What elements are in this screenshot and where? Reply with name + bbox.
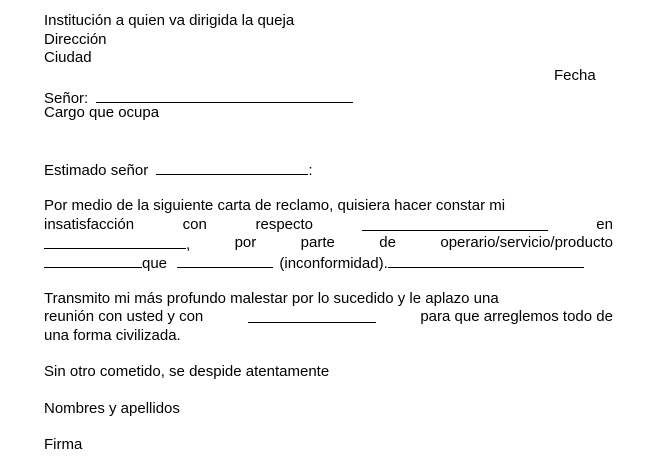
p1-word-respecto: respecto — [255, 216, 314, 233]
p1-word-de: de — [379, 234, 396, 251]
p1-line4-period: . — [383, 255, 388, 272]
p1-word-parte: parte — [300, 234, 335, 251]
paragraph2-line1 — [44, 290, 613, 308]
paragraph1-line2 — [44, 216, 613, 234]
p2-line1-text: Transmito mi más profundo malestar por lo sucedido y le aplazo una — [44, 290, 499, 307]
address-line: Dirección — [44, 31, 107, 48]
greeting-line — [44, 160, 313, 178]
signature-line: Firma — [44, 436, 83, 453]
greeting-colon: : — [308, 162, 313, 179]
p2-line2-tail: para que arreglemos todo de — [420, 308, 613, 325]
paragraph1-line3 — [44, 234, 613, 252]
paragraph2-line3: una forma civilizada. — [44, 327, 181, 344]
city-line: Ciudad — [44, 49, 92, 66]
names-line: Nombres y apellidos — [44, 400, 180, 417]
p1-word-operario: operario/servicio/producto — [440, 234, 613, 251]
p1-word-inconformidad: (inconformidad) — [279, 255, 384, 272]
greeting-text: Estimado señor — [44, 162, 149, 179]
date-line: Fecha — [554, 67, 596, 84]
p1-line4-blank2 — [177, 253, 273, 268]
farewell-line: Sin otro cometido, se despide atentamente — [44, 363, 330, 380]
p1-line4-blank3 — [388, 253, 584, 268]
greeting-blank — [156, 160, 308, 175]
p1-line4-blank1 — [44, 253, 142, 268]
p1-line3-blank — [44, 234, 186, 249]
position-line: Cargo que ocupa — [44, 104, 160, 121]
p2-line2-lead: reunión con usted y con — [44, 308, 204, 325]
sir-label: Señor: — [44, 90, 89, 107]
paragraph2-line2 — [44, 308, 613, 326]
paragraph1-line4 — [44, 253, 584, 271]
p1-word-con: con — [182, 216, 207, 233]
p1-word-insatisfaccion: insatisfacción — [44, 216, 135, 233]
p1-word-por: por — [234, 234, 257, 251]
p1-word-en: en — [596, 216, 613, 233]
institution-line: Institución a quien va dirigida la queja — [44, 12, 295, 29]
p2-line2-blank — [248, 308, 376, 323]
p1-line3-comma: , — [186, 236, 191, 253]
sir-blank — [96, 88, 353, 103]
p1-line1-text: Por medio de la siguiente carta de reclamo, quisiera hacer constar mi — [44, 197, 506, 214]
p1-line3-lead — [44, 234, 190, 252]
p1-word-que: que — [142, 255, 168, 272]
p1-respecto-blank — [362, 216, 548, 231]
paragraph1-line1 — [44, 197, 613, 215]
